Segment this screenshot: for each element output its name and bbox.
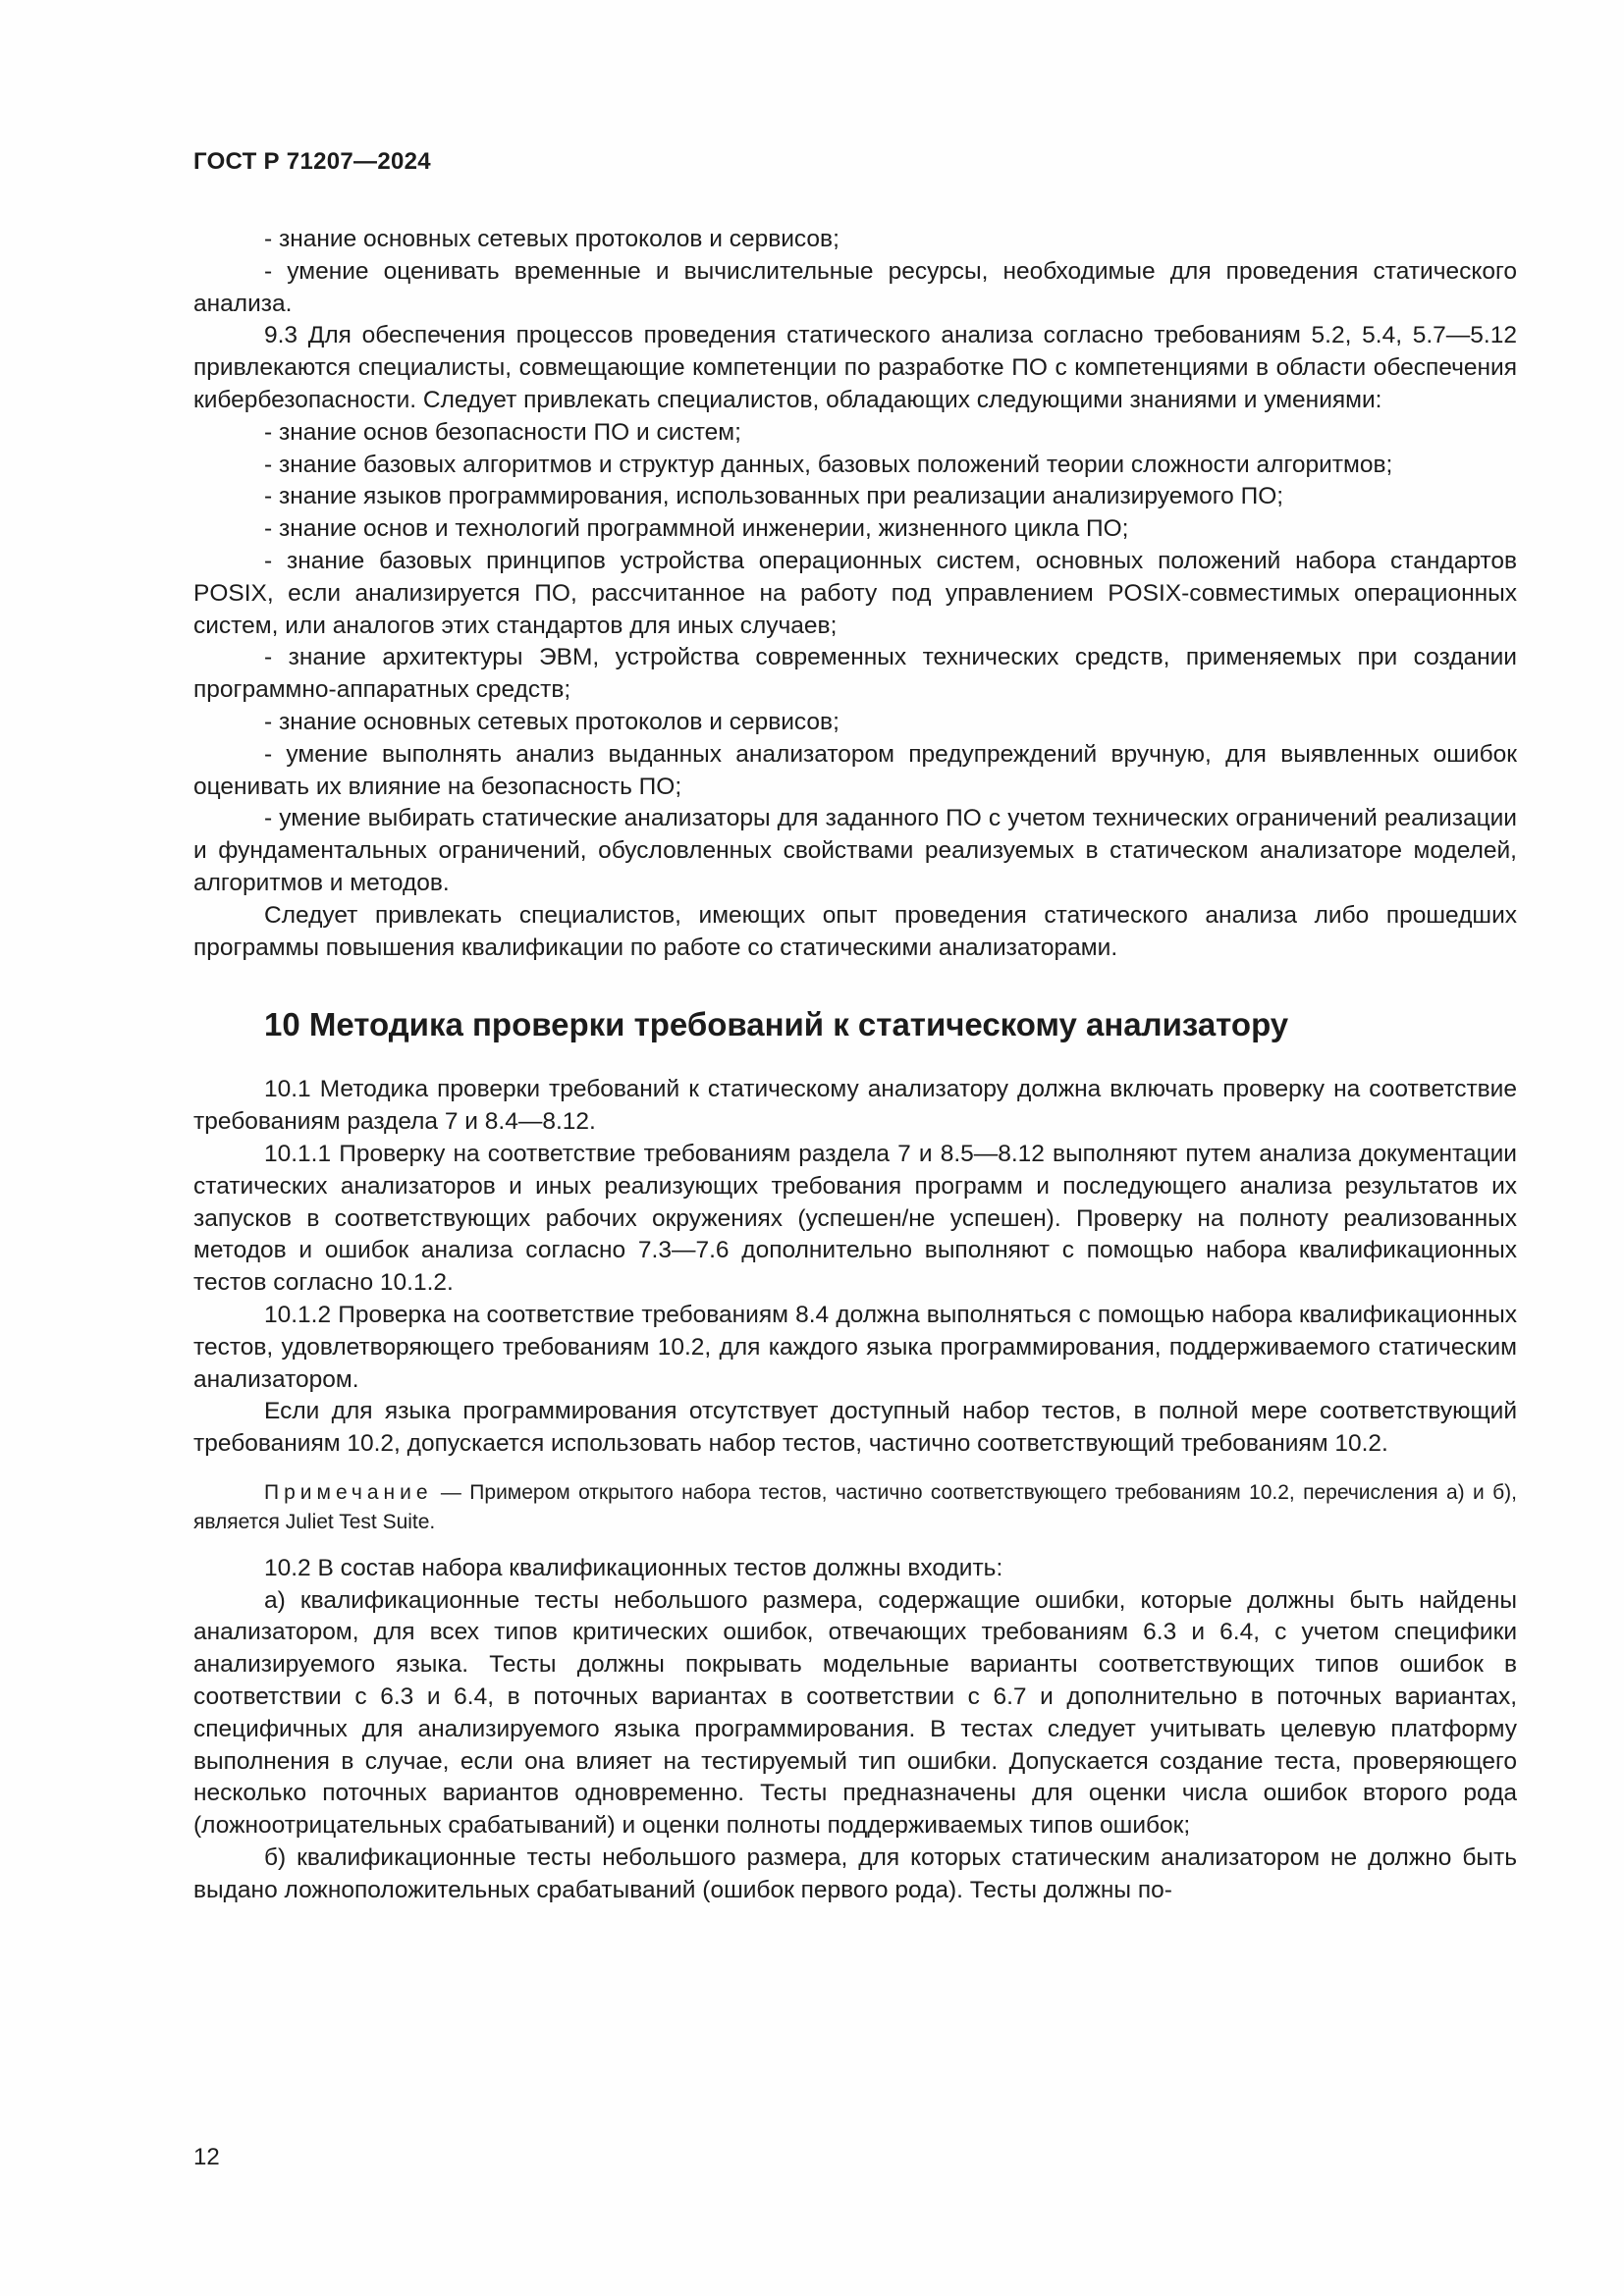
paragraph: - знание базовых принципов устройства операционных систем, основных положений набора стандартов POSIX, если анализируется ПО, рассчитанное на работу под управлением POSIX-совместимых операционных систем, или аналогов этих стандартов для иных случаев; (193, 547, 1517, 639)
paragraph: - знание основ безопасности ПО и систем; (264, 418, 741, 446)
paragraph: 9.3 Для обеспечения процессов проведения статического анализа согласно требованиям 5.2, 5.4, 5.7—5.12 привлекаются специалисты, совмещающие компетенции по разработке ПО с компетенциями в области обеспечения кибербезопасности. Следует привлекать специалистов, обладающих следующими знаниями и умениями: (193, 322, 1517, 413)
paragraph: - знание основ и технологий программной инженерии, жизненного цикла ПО; (264, 515, 1129, 543)
paragraph: - знание основных сетевых протоколов и сервисов; (264, 226, 839, 252)
note (193, 1478, 1517, 1537)
paragraph: - умение выбирать статические анализаторы для заданного ПО с учетом технических ограничений реализации и фундаментальных ограничений, обусловленных свойствами реализуемых в статическом анализаторе моделей, алгоритмов и методов. (193, 805, 1517, 896)
paragraph: - знание базовых алгоритмов и структур данных, базовых положений теории сложности алгоритмов; (264, 451, 1393, 478)
paragraph: 10.1 Методика проверки требований к статическому анализатору должна включать проверку на соответствие требованиям раздела 7 и 8.4—8.12. (193, 1076, 1517, 1136)
paragraph: а) квалификационные тесты небольшого размера, содержащие ошибки, которые должны быть найдены анализатором, для всех типов критических ошибок, отвечающих требованиям 6.3 и 6.4, с учетом специфики анализируемого языка. Тесты должны покрывать модельные варианты соответствующих типов ошибок в соответствии с 6.3 и 6.4, в поточных вариантах в соответствии с 6.7 и дополнительно в поточных вариантах, специфичных для анализируемого языка программирования. В тестах следует учитывать целевую платформу выполнения в случае, если она влияет на тестируемый тип ошибки. Допускается создание теста, проверяющего несколько поточных вариантов одновременно. Тесты предназначены для оценки числа ошибок второго рода (ложноотрицательных срабатываний) и оценки полноты поддерживаемых типов ошибок; (193, 1586, 1517, 1840)
paragraph: - знание архитектуры ЭВМ, устройства современных технических средств, применяемых при создании программно-аппаратных средств; (193, 644, 1517, 704)
section-title: 10 Методика проверки требований к статическому анализатору (264, 1006, 1289, 1043)
page-header: ГОСТ Р 71207—2024 (193, 148, 431, 175)
paragraph: - умение оценивать временные и вычислительные ресурсы, необходимые для проведения статического анализа. (193, 257, 1517, 317)
paragraph: - знание основных сетевых протоколов и сервисов; (264, 708, 839, 735)
paragraph: - знание языков программирования, использованных при реализации анализируемого ПО; (264, 483, 1284, 510)
note-text: — Примером открытого набора тестов, частично соответствующего требованиям 10.2, перечисления а) и б), является Juliet Test Suite. (193, 1480, 1517, 1533)
paragraph: б) квалификационные тесты небольшого размера, для которых статическим анализатором не должно быть выдано ложноположительных срабатываний (ошибок первого рода). Тесты должны по- (193, 1844, 1517, 1903)
paragraph: Следует привлекать специалистов, имеющих опыт проведения статического анализа либо прошедших программы повышения квалификации по работе со статическими анализаторами. (193, 901, 1517, 961)
body-text (193, 224, 1517, 1907)
paragraph: Если для языка программирования отсутствует доступный набор тестов, в полной мере соответствующий требованиям 10.2, допускается использовать набор тестов, частично соответствующий требованиям 10.2. (193, 1398, 1517, 1458)
paragraph: 10.2 В состав набора квалификационных тестов должны входить: (264, 1554, 1003, 1581)
paragraph: 10.1.2 Проверка на соответствие требованиям 8.4 должна выполняться с помощью набора квалификационных тестов, удовлетворяющего требованиям 10.2, для каждого языка программирования, поддерживаемого статическим анализатором. (193, 1301, 1517, 1393)
page-number: 12 (193, 2144, 220, 2170)
paragraph: - умение выполнять анализ выданных анализатором предупреждений вручную, для выявленных ошибок оценивать их влияние на безопасность ПО; (193, 740, 1517, 800)
note-label: Примечание (264, 1480, 433, 1504)
paragraph: 10.1.1 Проверку на соответствие требованиям раздела 7 и 8.5—8.12 выполняют путем анализа документации статических анализаторов и иных реализующих требования программ и последующего анализа результатов их запусков в соответствующих рабочих окружениях (успешен/не успешен). Проверку на полноту реализованных методов и ошибок анализа согласно 7.3—7.6 дополнительно выполняют с помощью набора квалификационных тестов согласно 10.1.2. (193, 1140, 1517, 1297)
